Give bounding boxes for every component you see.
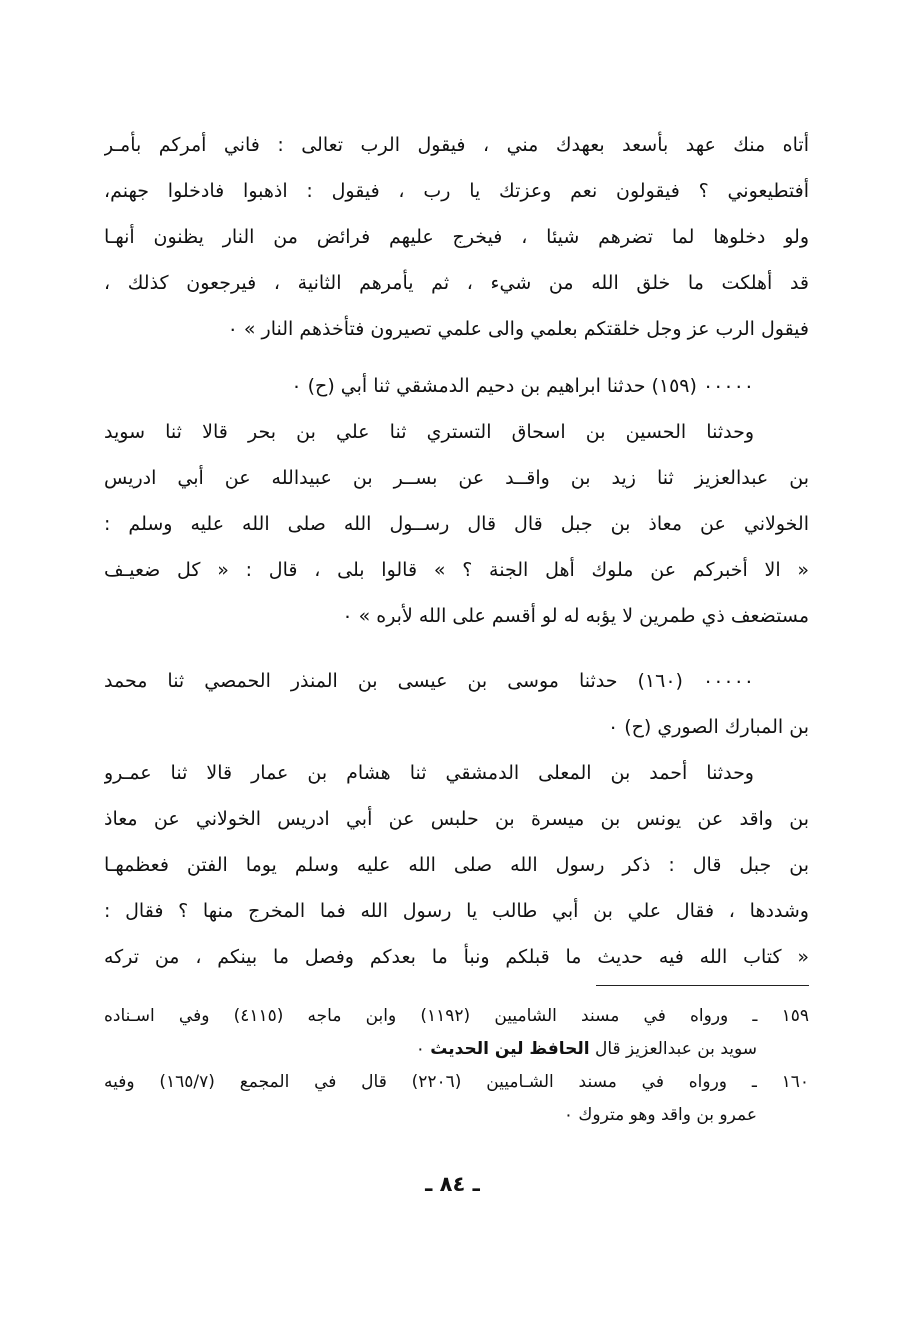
text-line: ولو دخلوها لما تضرهم شيئا ، فيخرج عليهم فرائض من النار يظنون أنهـا bbox=[104, 226, 809, 248]
hadith-heading: ٠٠٠٠٠ (١٥٩) حدثنا ابراهيم بن دحيم الدمشقي ثنا أبي (ح) ٠ bbox=[291, 375, 754, 397]
text-line: « الا أخبركم عن ملوك أهل الجنة ؟ » قالوا بلى ، قال : « كل ضعيـف bbox=[104, 559, 809, 581]
text-line: « كتاب الله فيه حديث ما قبلكم ونبأ ما بعدكم وفصل ما بينكم ، من تركه bbox=[104, 946, 809, 968]
footnote-159: ١٥٩ ـ ورواه في مسند الشاميين (١١٩٢) وابن ماجه (٤١١٥) وفي اسـناده bbox=[104, 1006, 809, 1026]
page-number: ـ ٨٤ ـ bbox=[425, 1172, 480, 1196]
hadith-heading: ٠٠٠٠٠ (١٦٠) حدثنا موسى بن عيسى بن المنذر الحمصي ثنا محمد bbox=[104, 670, 755, 692]
hadith-159 bbox=[104, 363, 809, 639]
text-line: مستضعف ذي طمرين لا يؤبه له لو أقسم على الله لأبره » ٠ bbox=[342, 605, 809, 627]
text-line: قد أهلكت ما خلق الله من شيء ، ثم يأمرهم الثانية ، فيرجعون كذلك ، bbox=[104, 272, 809, 294]
footnote-end: ٠ bbox=[415, 1039, 431, 1059]
hadith-160 bbox=[104, 658, 809, 980]
footnote-160: ١٦٠ ـ ورواه في مسند الشـاميين (٢٢٠٦) قال في المجمع (١٦٥/٧) وفيه bbox=[104, 1072, 809, 1092]
footnote-divider bbox=[596, 985, 809, 986]
text-line: فيقول الرب عز وجل خلقتكم بعلمي والى علمي تصيرون فتأخذهم النار » ٠ bbox=[227, 318, 809, 340]
footnote-grading: الحافظ لين الحديث bbox=[430, 1039, 590, 1059]
text-line: بن واقد عن يونس بن ميسرة بن حلبس عن أبي ادريس الخولاني عن معاذ bbox=[104, 808, 809, 830]
text-line: أفتطيعوني ؟ فيقولون نعم وعزتك يا رب ، فيقول : اذهبوا فادخلوا جهنم، bbox=[104, 180, 809, 202]
text-line: أتاه منك عهد بأسعد بعهدك مني ، فيقول الرب تعالى : فاني أمركم بأمـر bbox=[104, 134, 809, 156]
text-line: الخولاني عن معاذ بن جبل قال قال رســول الله صلى الله عليه وسلم : bbox=[104, 513, 809, 535]
text-line: وحدثنا الحسين بن اسحاق التستري ثنا علي بن بحر قالا ثنا سويد bbox=[104, 421, 754, 443]
text-line: وشددها ، فقال علي بن أبي طالب يا رسول الله فما المخرج منها ؟ فقال : bbox=[104, 900, 809, 922]
text-line: بن عبدالعزيز ثنا زيد بن واقــد عن بســر بن عبيدالله عن أبي ادريس bbox=[104, 467, 809, 489]
footnote-160-continuation: عمرو بن واقد وهو متروك ٠ bbox=[563, 1105, 757, 1125]
footnotes bbox=[104, 1000, 809, 1132]
text-line: بن المبارك الصوري (ح) ٠ bbox=[607, 716, 809, 738]
hadith-text-continued bbox=[104, 122, 809, 352]
footnote-159-continuation bbox=[104, 1033, 809, 1066]
text-line: بن جبل قال : ذكر رسول الله صلى الله عليه وسلم يوما الفتن فعظمهـا bbox=[104, 854, 809, 876]
text-line: وحدثنا أحمد بن المعلى الدمشقي ثنا هشام بن عمار قالا ثنا عمـرو bbox=[104, 762, 754, 784]
footnote-text: سويد بن عبدالعزيز قال bbox=[589, 1039, 757, 1059]
